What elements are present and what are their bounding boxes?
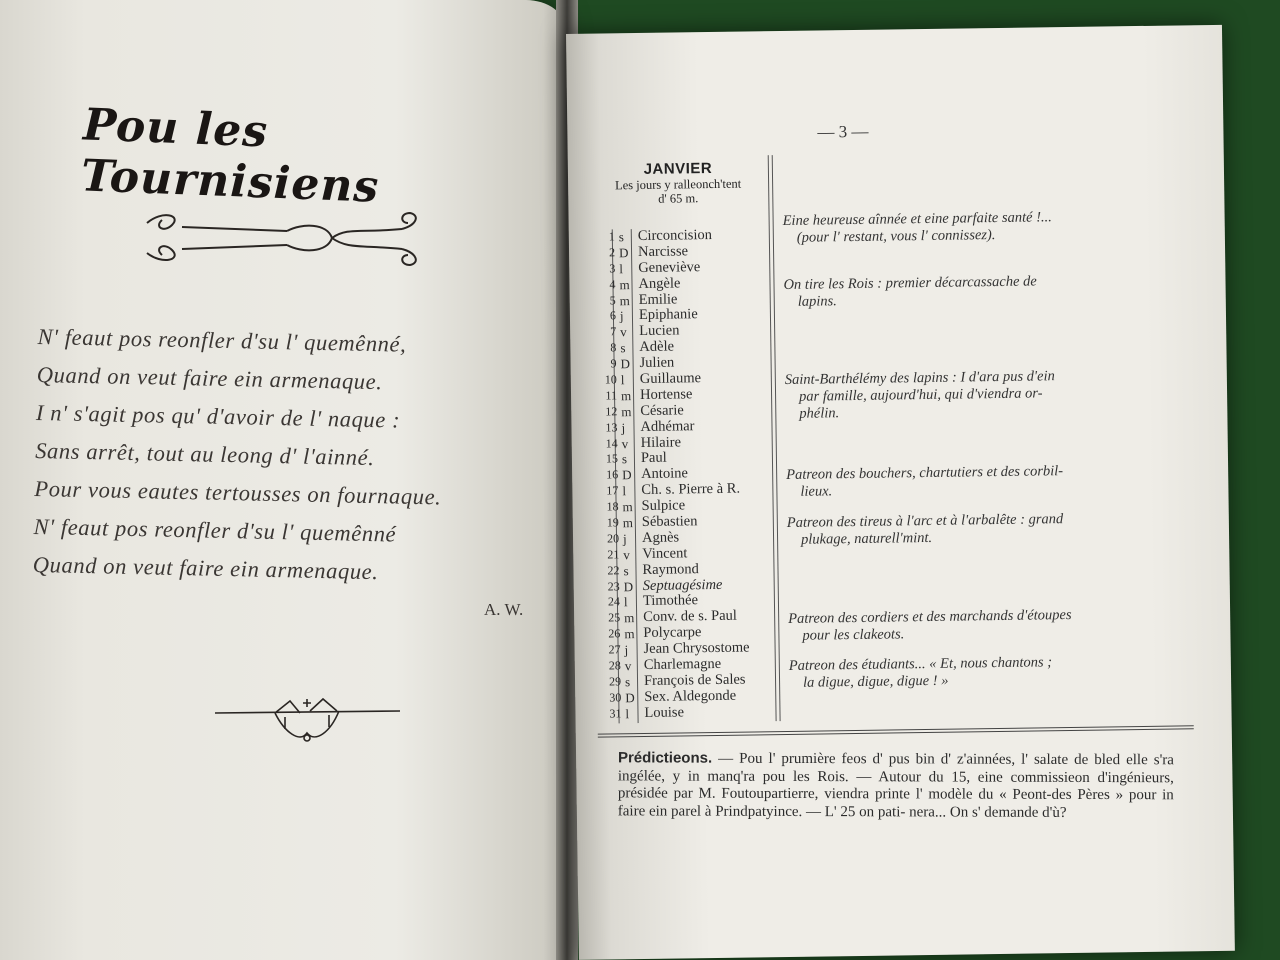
- saint-name: Geneviève: [638, 258, 701, 276]
- saint-name: Louise: [644, 704, 685, 721]
- predictions-text: — Pou l' prumière feos d' pus bin d' z'ainnées, l' salate de bled elle s'ra ingélée, y in manq'ra pou les Rois. — Autour du 15, eine commissieon d'ingénieurs, présidée par M. Foutoupartierre, viendra printe l' modèle du « Peont-des Pères » pour in faire ein parel à Prindpatyince. — L' 25 on pati- nera... On s' demande d'ù?: [617, 750, 1175, 821]
- day-letter: l: [622, 483, 627, 499]
- day-number: 3: [609, 261, 616, 276]
- saint-name: Conv. de s. Paul: [643, 608, 737, 626]
- day-number: 27: [608, 642, 621, 657]
- saint-name: Sex. Aldegonde: [644, 687, 737, 705]
- note-line: On tire les Rois : premier décarcassache de: [783, 273, 1037, 293]
- day-number: 23: [607, 578, 620, 594]
- note-line: par famille, aujourd'hui, qui d'viendra or-: [798, 385, 1043, 405]
- day-letter: m: [620, 388, 632, 404]
- predictions-paragraph: [618, 749, 1174, 822]
- saint-name: Raymond: [642, 560, 699, 578]
- day-letter: m: [621, 403, 632, 420]
- day-letter: v: [620, 324, 627, 340]
- saint-name: Julien: [639, 354, 675, 372]
- month-subtitle: Les jours y ralleonch'tent: [614, 176, 742, 193]
- day-letter: m: [622, 499, 633, 515]
- poem-line: Sans arrêt, tout au leong d' l'ainné.: [34, 437, 375, 471]
- saint-name: Sulpice: [641, 497, 686, 515]
- calendar-note: [788, 605, 1178, 644]
- day-letter: D: [625, 689, 635, 706]
- day-number: 26: [608, 626, 621, 641]
- day-letter: m: [624, 610, 635, 626]
- day-letter: l: [619, 261, 624, 277]
- note-line: lieux.: [800, 483, 833, 501]
- day-letter: m: [619, 276, 630, 292]
- day-number: 9: [610, 356, 617, 371]
- day-letter: D: [618, 245, 629, 261]
- day-number: 4: [609, 277, 616, 292]
- note-line: phélin.: [799, 405, 840, 422]
- day-letter: s: [624, 674, 631, 690]
- column-divider: [631, 229, 639, 723]
- note-line: pour les clakeots.: [802, 625, 905, 644]
- day-number: 10: [604, 372, 617, 387]
- note-line: plukage, naturell'mint.: [800, 530, 933, 548]
- day-number: 11: [605, 388, 618, 403]
- day-number: 12: [605, 404, 618, 419]
- day-number: 29: [608, 674, 622, 689]
- days-list: [597, 226, 750, 723]
- note-line: (pour l' restant, vous l' connissez).: [796, 227, 996, 246]
- saint-name: Emilie: [638, 291, 678, 308]
- flourish-ornament-icon: [142, 205, 422, 275]
- saint-name: Narcisse: [637, 243, 689, 260]
- day-letter: v: [624, 658, 632, 674]
- day-letter: m: [624, 626, 635, 642]
- saint-name: Epiphanie: [638, 306, 698, 324]
- day-number: 20: [606, 531, 620, 546]
- day-number: 14: [605, 435, 618, 451]
- day-letter: s: [618, 229, 625, 245]
- note-line: Patreon des cordiers et des marchands d'étoupes: [788, 606, 1072, 627]
- note-line: Eine heureuse aînnée et eine parfaite santé !...: [782, 209, 1052, 229]
- day-number: 17: [606, 483, 619, 498]
- day-letter: s: [623, 562, 629, 578]
- saint-name: Polycarpe: [643, 624, 702, 642]
- poem-signature: A. W.: [484, 600, 524, 619]
- day-number: 13: [605, 420, 618, 435]
- saint-name: Timothée: [642, 592, 699, 610]
- day-letter: s: [621, 451, 628, 467]
- saint-name: Hortense: [639, 386, 693, 403]
- calendar-note: [787, 510, 1177, 549]
- day-number: 31: [609, 706, 622, 721]
- saint-name: Ch. s. Pierre à R.: [641, 480, 741, 499]
- saint-name: Jean Chrysostome: [643, 639, 750, 658]
- day-letter: l: [620, 372, 625, 388]
- poem-line: N' feaut pos reonfler d'su l' quemênné: [33, 513, 397, 547]
- saint-name: Césarie: [640, 402, 684, 419]
- saint-name: Angèle: [638, 275, 681, 292]
- page-number: — 3 —: [817, 121, 869, 142]
- day-letter: s: [620, 340, 626, 356]
- day-letter: v: [623, 546, 630, 563]
- note-line: Saint-Barthélémy des lapins : I d'ara pus d'ein: [784, 368, 1055, 388]
- saint-name: François de Sales: [643, 671, 746, 689]
- left-page: [0, 0, 566, 960]
- day-number: 8: [610, 340, 617, 355]
- note-line: Patreon des tireus à l'arc et à l'arbalête : grand: [786, 511, 1064, 532]
- column-divider: [772, 155, 781, 721]
- saint-name: Vincent: [642, 545, 688, 562]
- predictions-label: Prédictieons.: [617, 749, 713, 767]
- note-line: Patreon des étudiants... « Et, nous chantons ;: [788, 654, 1053, 675]
- calendar-note: [783, 271, 1173, 310]
- saint-name: Hilaire: [640, 434, 682, 451]
- day-letter: j: [622, 531, 627, 547]
- day-letter: v: [621, 435, 629, 451]
- day-number: 5: [609, 292, 616, 307]
- calendar-note: [785, 367, 1176, 423]
- day-letter: D: [622, 467, 632, 483]
- calendar-note: [783, 208, 1173, 247]
- day-letter: l: [625, 705, 630, 721]
- day-number: 25: [608, 610, 621, 625]
- day-number: 21: [607, 547, 620, 562]
- poem-title: Pou les Tournisiens: [80, 99, 381, 213]
- day-number: 2: [608, 245, 616, 260]
- day-letter: D: [623, 578, 634, 594]
- poem-line: Pour vous eautes tertousses on fournaque.: [34, 475, 442, 510]
- day-letter: l: [623, 594, 628, 610]
- day-letter: m: [622, 515, 634, 531]
- poem-line: N' feaut pos reonfler d'su l' quemênné,: [37, 323, 407, 357]
- saint-name: Sébastien: [641, 513, 698, 531]
- day-letter: j: [621, 419, 626, 435]
- day-letter: j: [619, 308, 624, 324]
- saint-name: Adhémar: [640, 417, 695, 435]
- note-line: Patreon des bouchers, chartutiers et des corbil-: [786, 463, 1064, 484]
- saint-name: Charlemagne: [643, 655, 722, 674]
- month-title: JANVIER: [643, 159, 713, 178]
- month-header: [588, 159, 769, 207]
- poem-line: Quand on veut faire ein armenaque.: [32, 551, 379, 585]
- bottom-ornament-icon: [215, 693, 400, 753]
- poem-line: Quand on veut faire ein armenaque.: [36, 361, 383, 395]
- day-letter: j: [624, 642, 629, 658]
- saint-name: Paul: [640, 450, 667, 467]
- day-number: 15: [605, 451, 619, 466]
- poem-line: I n' s'agit pos qu' d'avoir de l' naque :: [35, 399, 401, 433]
- day-number: 28: [608, 658, 621, 673]
- saint-name: Adèle: [639, 338, 675, 356]
- day-number: 19: [606, 515, 619, 530]
- day-letter: m: [619, 292, 630, 308]
- day-number: 24: [607, 594, 621, 609]
- saint-name: Guillaume: [639, 370, 702, 388]
- calendar-note: [789, 653, 1179, 692]
- saint-name: Agnès: [641, 529, 680, 546]
- month-subtitle-2: d' 65 m.: [658, 191, 699, 206]
- poem-body: [32, 318, 537, 594]
- note-line: la digue, digue, digue ! »: [802, 672, 949, 691]
- saint-name: Antoine: [641, 465, 688, 483]
- saint-name: Septuagésime: [642, 576, 723, 594]
- day-number: 30: [609, 690, 622, 705]
- day-number: 16: [606, 467, 619, 482]
- day-number: 1: [608, 229, 615, 244]
- day-number: 7: [610, 324, 617, 339]
- saint-name: Lucien: [639, 322, 680, 340]
- day-number: 6: [609, 308, 617, 323]
- note-line: lapins.: [797, 292, 837, 310]
- day-letter: D: [620, 356, 631, 372]
- day-number: 18: [606, 499, 619, 514]
- calendar-note: [786, 462, 1176, 501]
- day-number: 22: [607, 563, 620, 578]
- right-page: [566, 25, 1235, 960]
- saint-name: Circoncision: [637, 226, 713, 245]
